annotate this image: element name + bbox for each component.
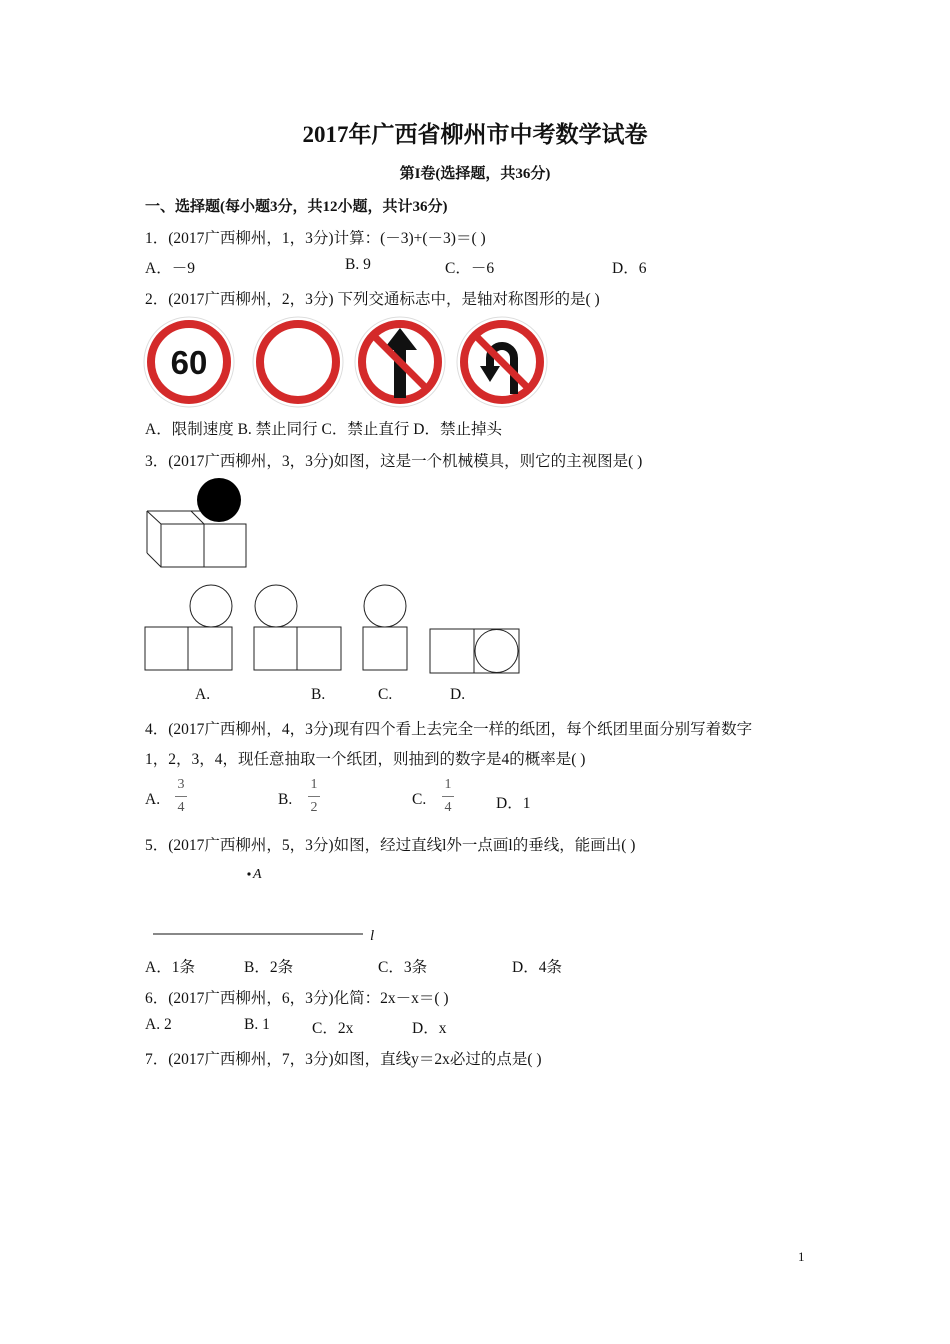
question-7-stem: 7．(2017广西柳州，7，3分)如图，直线y＝2x必过的点是( ) xyxy=(145,1051,542,1068)
question-1-option-b: B. 9 xyxy=(345,256,371,273)
no-vehicles-sign xyxy=(252,316,344,408)
fraction-b xyxy=(307,777,321,816)
fraction-a-numerator: 3 xyxy=(177,777,185,792)
question-4-label-a: A. xyxy=(145,791,161,808)
speed-limit-number: 60 xyxy=(170,344,208,381)
fraction-a xyxy=(174,777,188,816)
question-4-label-d: D．1 xyxy=(496,795,531,812)
question-3-stem: 3．(2017广西柳州，3，3分)如图，这是一个机械模具，则它的主视图是( ) xyxy=(145,453,643,470)
question-6-option-b: B. 1 xyxy=(244,1016,270,1033)
page-number: 1 xyxy=(798,1249,805,1264)
point-a-label: A xyxy=(253,867,262,882)
option-a-figure xyxy=(145,584,235,674)
fraction-c xyxy=(441,777,455,816)
page-title: 2017年广西省柳州市中考数学试卷 xyxy=(302,122,648,147)
question-1-option-c: C．－6 xyxy=(445,260,495,277)
mold-3d-figure xyxy=(145,476,255,571)
fraction-b-denominator: 2 xyxy=(310,800,318,815)
option-b-figure xyxy=(254,584,344,674)
question-2-stem: 2．(2017广西柳州，2，3分) 下列交通标志中，是轴对称图形的是( ) xyxy=(145,291,600,308)
fraction-c-numerator: 1 xyxy=(444,777,452,792)
question-5-option-d: D．4条 xyxy=(512,959,562,976)
section-heading: 一、选择题(每小题3分，共12小题，共计36分) xyxy=(145,199,448,215)
question-5-option-c: C．3条 xyxy=(378,959,428,976)
question-5-option-b: B．2条 xyxy=(244,959,294,976)
question-6-option-d: D．x xyxy=(412,1020,447,1037)
option-c-figure xyxy=(363,584,413,674)
question-1-stem: 1．(2017广西柳州，1，3分)计算：(－3)+(－3)＝( ) xyxy=(145,230,486,247)
point-a-dot xyxy=(247,872,250,875)
question-6-option-a: A. 2 xyxy=(145,1016,172,1033)
no-u-turn-sign xyxy=(456,316,548,408)
question-2-options: A．限制速度 B. 禁止同行 C．禁止直行 D．禁止掉头 xyxy=(145,421,502,438)
question-3-label-a: A. xyxy=(195,686,211,703)
speed-limit-sign xyxy=(143,316,235,408)
question-3-label-d: D. xyxy=(450,686,466,703)
page-subtitle: 第I卷(选择题，共36分) xyxy=(399,166,551,182)
fraction-c-denominator: 4 xyxy=(444,800,452,815)
fraction-a-denominator: 4 xyxy=(177,800,185,815)
question-6-option-c: C．2x xyxy=(312,1020,354,1037)
question-1-option-a: A．－9 xyxy=(145,260,195,277)
question-4-stem-line1: 4．(2017广西柳州，4，3分)现有四个看上去完全一样的纸团，每个纸团里面分别写着数字 xyxy=(145,721,753,738)
point-line-figure xyxy=(145,860,385,950)
question-6-stem: 6．(2017广西柳州，6，3分)化简：2x－x＝( ) xyxy=(145,990,449,1007)
question-4-label-b: B. xyxy=(278,791,293,808)
question-4-label-c: C. xyxy=(412,791,427,808)
no-straight-sign xyxy=(354,316,446,408)
question-3-label-c: C. xyxy=(378,686,393,703)
question-5-stem: 5．(2017广西柳州，5，3分)如图，经过直线l外一点画l的垂线，能画出( ) xyxy=(145,837,636,854)
question-3-label-b: B. xyxy=(311,686,326,703)
line-l-label: l xyxy=(370,928,375,944)
question-5-option-a: A．1条 xyxy=(145,959,195,976)
option-d-figure xyxy=(430,628,522,676)
fraction-b-numerator: 1 xyxy=(310,777,318,792)
question-4-stem-line2: 1，2，3，4，现任意抽取一个纸团，则抽到的数字是4的概率是( ) xyxy=(145,751,586,768)
question-1-option-d: D．6 xyxy=(612,260,647,277)
